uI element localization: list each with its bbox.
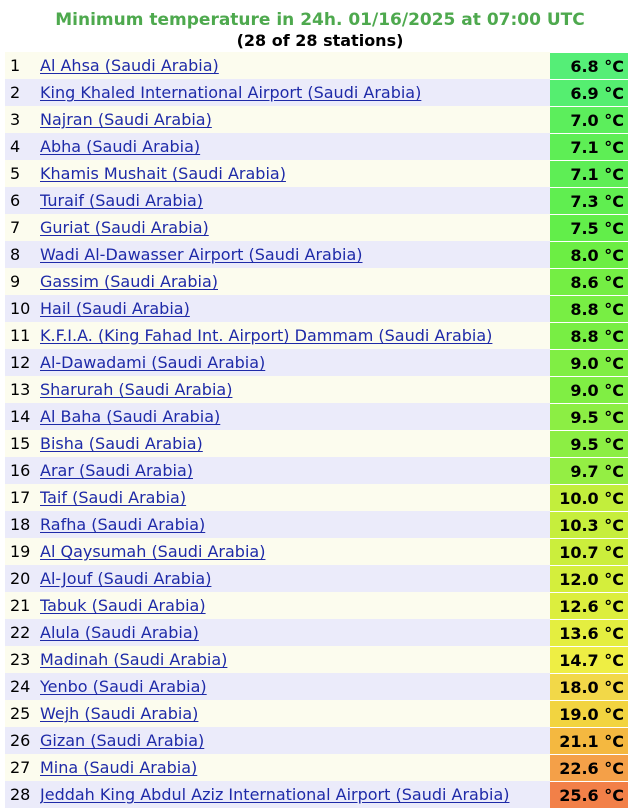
station-link[interactable]: Rafha (Saudi Arabia) <box>40 515 206 534</box>
station-name-cell <box>40 52 550 79</box>
station-link[interactable]: Gizan (Saudi Arabia) <box>40 731 205 750</box>
temperature-value: 21.1 °C <box>550 727 628 754</box>
station-rank: 13 <box>5 376 40 403</box>
temperature-value: 10.7 °C <box>550 538 628 565</box>
station-name-cell <box>40 646 550 673</box>
station-link[interactable]: Al Baha (Saudi Arabia) <box>40 407 221 426</box>
station-name-cell <box>40 754 550 781</box>
station-link[interactable]: Bisha (Saudi Arabia) <box>40 434 203 453</box>
station-name-cell <box>40 565 550 592</box>
temperature-value: 19.0 °C <box>550 700 628 727</box>
station-rank: 7 <box>5 214 40 241</box>
table-row <box>5 646 628 673</box>
station-rank: 24 <box>5 673 40 700</box>
station-rank: 18 <box>5 511 40 538</box>
station-name-cell <box>40 349 550 376</box>
temperature-value: 7.1 °C <box>550 160 628 187</box>
station-link[interactable]: Gassim (Saudi Arabia) <box>40 272 218 291</box>
table-row <box>5 295 628 322</box>
page-title: Minimum temperature in 24h. 01/16/2025 at 07:00 UTC <box>55 10 585 30</box>
temperature-value: 9.5 °C <box>550 403 628 430</box>
temperature-value: 10.0 °C <box>550 484 628 511</box>
station-rank: 16 <box>5 457 40 484</box>
temperature-value: 8.8 °C <box>550 295 628 322</box>
temperature-value: 8.8 °C <box>550 322 628 349</box>
station-name-cell <box>40 538 550 565</box>
station-rank: 27 <box>5 754 40 781</box>
temperature-value: 8.6 °C <box>550 268 628 295</box>
station-name-cell <box>40 430 550 457</box>
table-row <box>5 403 628 430</box>
station-rank: 19 <box>5 538 40 565</box>
temperature-value: 12.0 °C <box>550 565 628 592</box>
station-link[interactable]: Arar (Saudi Arabia) <box>40 461 193 480</box>
temperature-value: 9.0 °C <box>550 376 628 403</box>
temperature-value: 7.1 °C <box>550 133 628 160</box>
station-rank: 2 <box>5 79 40 106</box>
station-rank: 21 <box>5 592 40 619</box>
table-row <box>5 457 628 484</box>
station-rank: 1 <box>5 52 40 79</box>
station-rank: 15 <box>5 430 40 457</box>
temperature-value: 13.6 °C <box>550 619 628 646</box>
station-link[interactable]: Turaif (Saudi Arabia) <box>40 191 204 210</box>
station-name-cell <box>40 727 550 754</box>
temperature-value: 12.6 °C <box>550 592 628 619</box>
station-rank: 11 <box>5 322 40 349</box>
station-name-cell <box>40 241 550 268</box>
temperature-value: 18.0 °C <box>550 673 628 700</box>
stations-table-body <box>5 52 628 808</box>
station-rank: 4 <box>5 133 40 160</box>
table-row <box>5 322 628 349</box>
station-rank: 17 <box>5 484 40 511</box>
temperature-value: 9.0 °C <box>550 349 628 376</box>
station-link[interactable]: Wadi Al-Dawasser Airport (Saudi Arabia) <box>40 245 363 264</box>
station-rank: 12 <box>5 349 40 376</box>
station-name-cell <box>40 106 550 133</box>
temperature-value: 8.0 °C <box>550 241 628 268</box>
station-name-cell <box>40 79 550 106</box>
station-name-cell <box>40 187 550 214</box>
table-row <box>5 187 628 214</box>
station-link[interactable]: Najran (Saudi Arabia) <box>40 110 212 129</box>
station-name-cell <box>40 484 550 511</box>
station-link[interactable]: King Khaled International Airport (Saudi Arabia) <box>40 83 422 102</box>
station-link[interactable]: Al-Jouf (Saudi Arabia) <box>40 569 212 588</box>
temperature-value: 14.7 °C <box>550 646 628 673</box>
temperature-value: 25.6 °C <box>550 781 628 808</box>
table-row <box>5 727 628 754</box>
temperature-value: 6.9 °C <box>550 79 628 106</box>
temperature-value: 6.8 °C <box>550 52 628 79</box>
station-name-cell <box>40 322 550 349</box>
station-name-cell <box>40 160 550 187</box>
table-row <box>5 160 628 187</box>
station-rank: 28 <box>5 781 40 808</box>
station-rank: 23 <box>5 646 40 673</box>
table-row <box>5 565 628 592</box>
table-row <box>5 511 628 538</box>
station-link[interactable]: Madinah (Saudi Arabia) <box>40 650 228 669</box>
station-rank: 6 <box>5 187 40 214</box>
table-row <box>5 133 628 160</box>
temperature-value: 7.5 °C <box>550 214 628 241</box>
table-row <box>5 430 628 457</box>
station-name-cell <box>40 403 550 430</box>
station-link[interactable]: Al Ahsa (Saudi Arabia) <box>40 56 219 75</box>
station-name-cell <box>40 214 550 241</box>
station-link[interactable]: Yenbo (Saudi Arabia) <box>40 677 207 696</box>
station-count: (28 of 28 stations) <box>236 31 404 50</box>
table-row <box>5 592 628 619</box>
station-name-cell <box>40 457 550 484</box>
table-row <box>5 268 628 295</box>
table-row <box>5 214 628 241</box>
station-name-cell <box>40 133 550 160</box>
station-link[interactable]: Tabuk (Saudi Arabia) <box>40 596 206 615</box>
table-row <box>5 376 628 403</box>
table-row <box>5 619 628 646</box>
station-name-cell <box>40 673 550 700</box>
station-name-cell <box>40 619 550 646</box>
station-link[interactable]: Wejh (Saudi Arabia) <box>40 704 199 723</box>
station-name-cell <box>40 700 550 727</box>
station-name-cell <box>40 376 550 403</box>
table-row <box>5 754 628 781</box>
table-row <box>5 241 628 268</box>
temperature-value: 22.6 °C <box>550 754 628 781</box>
temperature-value: 7.0 °C <box>550 106 628 133</box>
station-rank: 20 <box>5 565 40 592</box>
temperature-value: 7.3 °C <box>550 187 628 214</box>
station-link[interactable]: K.F.I.A. (King Fahad Int. Airport) Dammam (Saudi Arabia) <box>40 326 493 345</box>
station-rank: 22 <box>5 619 40 646</box>
station-name-cell <box>40 295 550 322</box>
temperature-value: 9.5 °C <box>550 430 628 457</box>
table-row <box>5 52 628 79</box>
station-name-cell <box>40 268 550 295</box>
station-name-cell <box>40 781 550 808</box>
station-rank: 3 <box>5 106 40 133</box>
table-row <box>5 538 628 565</box>
station-link[interactable]: Sharurah (Saudi Arabia) <box>40 380 233 399</box>
table-row <box>5 484 628 511</box>
station-link[interactable]: Hail (Saudi Arabia) <box>40 299 190 318</box>
table-row <box>5 106 628 133</box>
station-link[interactable]: Mina (Saudi Arabia) <box>40 758 198 777</box>
table-row <box>5 673 628 700</box>
stations-table <box>5 52 628 808</box>
table-row <box>5 349 628 376</box>
table-row <box>5 79 628 106</box>
station-rank: 26 <box>5 727 40 754</box>
station-rank: 9 <box>5 268 40 295</box>
station-rank: 8 <box>5 241 40 268</box>
station-link[interactable]: Al Qaysumah (Saudi Arabia) <box>40 542 266 561</box>
table-row <box>5 700 628 727</box>
station-link[interactable]: Alula (Saudi Arabia) <box>40 623 199 642</box>
station-name-cell <box>40 511 550 538</box>
station-link[interactable]: Al-Dawadami (Saudi Arabia) <box>40 353 266 372</box>
station-rank: 25 <box>5 700 40 727</box>
station-link[interactable]: Jeddah King Abdul Aziz International Airport (Saudi Arabia) <box>40 785 510 804</box>
station-rank: 14 <box>5 403 40 430</box>
temperature-value: 10.3 °C <box>550 511 628 538</box>
station-rank: 5 <box>5 160 40 187</box>
station-link[interactable]: Abha (Saudi Arabia) <box>40 137 201 156</box>
station-link[interactable]: Guriat (Saudi Arabia) <box>40 218 209 237</box>
station-link[interactable]: Taif (Saudi Arabia) <box>40 488 187 507</box>
station-name-cell <box>40 592 550 619</box>
station-rank: 10 <box>5 295 40 322</box>
table-row <box>5 781 628 808</box>
station-link[interactable]: Khamis Mushait (Saudi Arabia) <box>40 164 286 183</box>
temperature-value: 9.7 °C <box>550 457 628 484</box>
